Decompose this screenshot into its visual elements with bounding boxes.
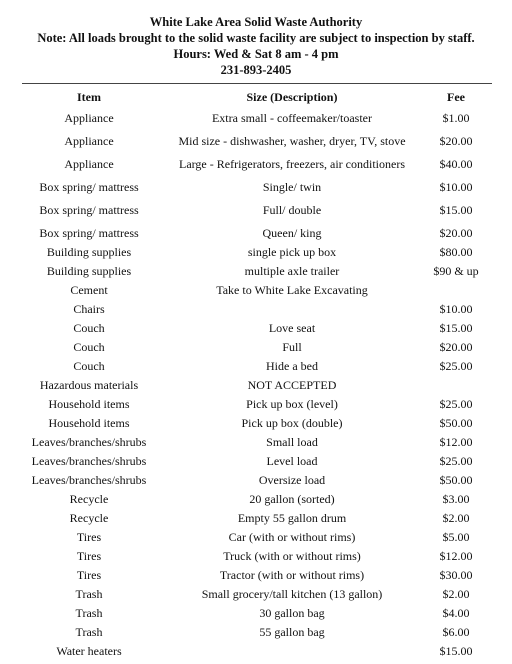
row-size-description: 30 gallon bag (259, 606, 325, 620)
row-item: Household items (48, 397, 130, 411)
row-item: Box spring/ mattress (39, 180, 139, 194)
row-fee: $15.00 (439, 203, 473, 217)
table-row (0, 261, 512, 280)
row-size-description: Full/ double (262, 203, 322, 217)
row-item: Appliance (64, 134, 114, 148)
row-item: Building supplies (46, 245, 132, 259)
row-item: Water heaters (56, 644, 122, 658)
header-divider (22, 83, 492, 84)
table-row (0, 432, 512, 451)
table-row (0, 154, 512, 177)
table-row (0, 299, 512, 318)
row-size-description: Small load (266, 435, 318, 449)
table-row (0, 413, 512, 432)
row-item: Trash (75, 587, 103, 601)
row-fee: $20.00 (439, 226, 473, 240)
row-fee: $30.00 (439, 568, 473, 582)
table-row (0, 108, 512, 131)
row-fee: $1.00 (442, 111, 470, 125)
row-size-description: Tractor (with or without rims) (219, 568, 365, 582)
row-size-description: Love seat (268, 321, 316, 335)
row-fee: $20.00 (439, 134, 473, 148)
row-size-description: NOT ACCEPTED (247, 378, 337, 392)
fee-table (0, 108, 512, 660)
row-item: Tires (76, 530, 102, 544)
table-row (0, 527, 512, 546)
row-fee: $25.00 (439, 359, 473, 373)
row-item: Leaves/branches/shrubs (31, 454, 147, 468)
table-row (0, 584, 512, 603)
row-fee: $4.00 (442, 606, 470, 620)
row-size-description: 20 gallon (sorted) (249, 492, 335, 506)
row-size-description: Small grocery/tall kitchen (13 gallon) (201, 587, 383, 601)
row-fee: $2.00 (442, 587, 470, 601)
row-item: Couch (73, 340, 105, 354)
row-fee: $3.00 (442, 492, 470, 506)
row-fee: $90 & up (433, 264, 479, 278)
row-item: Trash (75, 625, 103, 639)
row-size-description: Hide a bed (266, 359, 318, 373)
row-fee: $10.00 (439, 180, 473, 194)
table-row (0, 622, 512, 641)
row-size-description: Car (with or without rims) (228, 530, 356, 544)
row-item: Tires (76, 549, 102, 563)
row-item: Household items (48, 416, 130, 430)
row-fee: $10.00 (439, 302, 473, 316)
row-size-description: Pick up box (double) (241, 416, 343, 430)
column-header-item: Item (77, 90, 101, 104)
row-fee: $12.00 (439, 549, 473, 563)
row-item: Trash (75, 606, 103, 620)
row-size-description: 55 gallon bag (259, 625, 325, 639)
row-size-description: Single/ twin (262, 180, 322, 194)
row-item: Recycle (69, 492, 109, 506)
table-row (0, 546, 512, 565)
row-size-description: Empty 55 gallon drum (237, 511, 347, 525)
row-item: Leaves/branches/shrubs (31, 435, 147, 449)
column-header-fee: Fee (447, 90, 465, 104)
row-size-description: single pick up box (247, 245, 337, 259)
row-item: Cement (70, 283, 108, 297)
row-size-description: multiple axle trailer (244, 264, 340, 278)
table-row (0, 451, 512, 470)
row-item: Box spring/ mattress (39, 203, 139, 217)
row-fee: $15.00 (439, 644, 473, 658)
phone-number: 231-893-2405 (220, 63, 292, 77)
row-fee: $50.00 (439, 473, 473, 487)
row-size-description: Full (282, 340, 302, 354)
inspection-note: Note: All loads brought to the solid waste facility are subject to inspection by staff. (37, 31, 475, 45)
row-fee: $50.00 (439, 416, 473, 430)
table-row (0, 337, 512, 356)
row-item: Couch (73, 321, 105, 335)
row-item: Appliance (64, 157, 114, 171)
table-row (0, 223, 512, 242)
row-size-description: Level load (266, 454, 318, 468)
row-item: Building supplies (46, 264, 132, 278)
row-item: Box spring/ mattress (39, 226, 139, 240)
organization-title: White Lake Area Solid Waste Authority (149, 15, 363, 29)
table-row (0, 177, 512, 200)
table-row (0, 565, 512, 584)
row-item: Recycle (69, 511, 109, 525)
table-row (0, 603, 512, 622)
row-size-description: Truck (with or without rims) (223, 549, 361, 563)
row-size-description: Large - Refrigerators, freezers, air conditioners (178, 157, 405, 171)
table-row (0, 200, 512, 223)
table-row (0, 470, 512, 489)
row-size-description: Queen/ king (262, 226, 322, 240)
table-row (0, 375, 512, 394)
table-row (0, 489, 512, 508)
row-item: Leaves/branches/shrubs (31, 473, 147, 487)
table-row (0, 242, 512, 261)
row-fee: $12.00 (439, 435, 473, 449)
table-row (0, 394, 512, 413)
table-row (0, 318, 512, 337)
table-row (0, 131, 512, 154)
column-header-size: Size (Description) (246, 90, 338, 104)
row-size-description: Pick up box (level) (246, 397, 338, 411)
table-row (0, 641, 512, 660)
row-fee: $15.00 (439, 321, 473, 335)
table-row (0, 356, 512, 375)
row-size-description: Extra small - coffeemaker/toaster (211, 111, 373, 125)
row-item: Appliance (64, 111, 114, 125)
row-item: Hazardous materials (39, 378, 139, 392)
row-fee: $40.00 (439, 157, 473, 171)
row-item: Tires (76, 568, 102, 582)
row-fee: $25.00 (439, 454, 473, 468)
table-row (0, 280, 512, 299)
row-size-description: Take to White Lake Excavating (216, 283, 368, 297)
hours-line: Hours: Wed & Sat 8 am - 4 pm (173, 47, 339, 61)
row-fee: $20.00 (439, 340, 473, 354)
row-size-description: Oversize load (258, 473, 326, 487)
row-fee: $2.00 (442, 511, 470, 525)
row-fee: $6.00 (442, 625, 470, 639)
row-size-description: Mid size - dishwasher, washer, dryer, TV, stove (178, 134, 406, 148)
document-header (0, 14, 512, 78)
row-item: Couch (73, 359, 105, 373)
row-fee: $80.00 (439, 245, 473, 259)
row-item: Chairs (73, 302, 105, 316)
row-fee: $25.00 (439, 397, 473, 411)
table-row (0, 508, 512, 527)
row-fee: $5.00 (442, 530, 470, 544)
